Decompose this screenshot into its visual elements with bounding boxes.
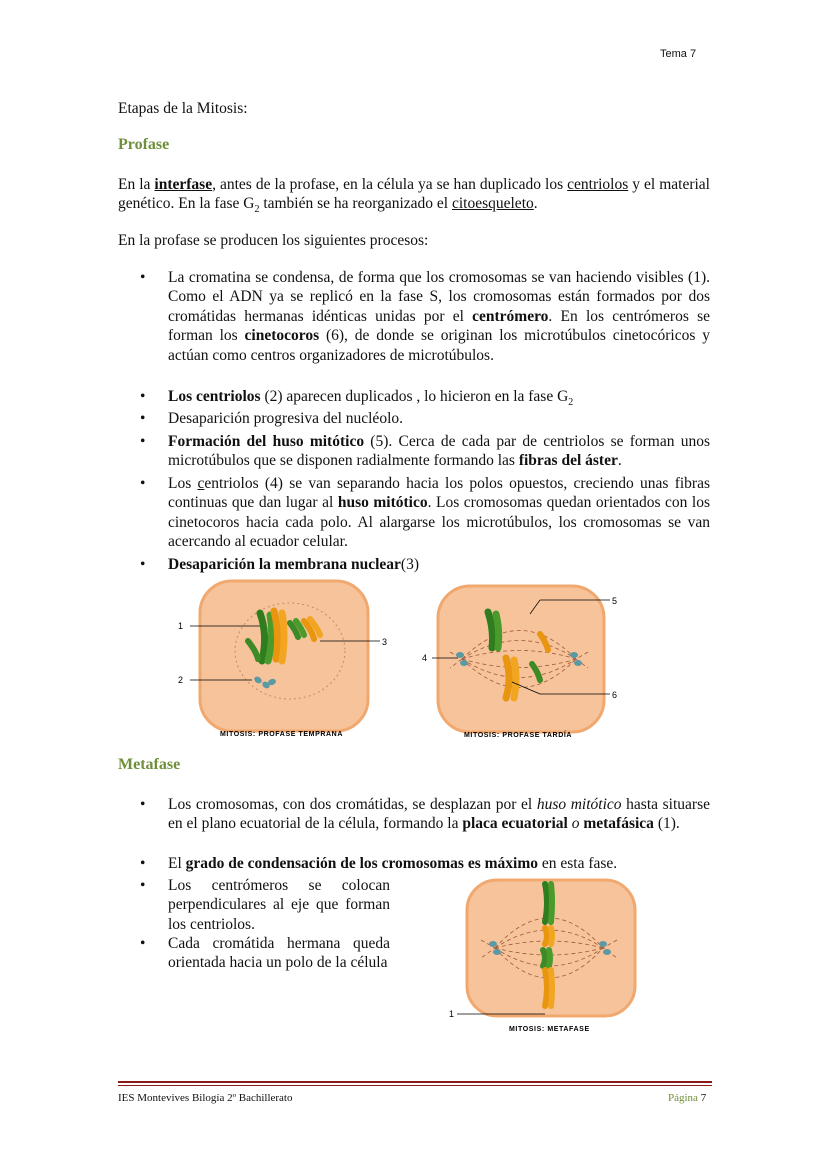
bullet-cromatina: La cromatina se condensa, de forma que los cromosomas se van haciendo visibles (1). Como el ADN ya se replicó en la fase S, los cromosomas están formados por dos cromátidas hermanas idénticas unidas por el centrómero. En los centrómeros se forman los cinetocoros (6), de donde se originan los microtúbulos cinetocóricos y actúan como centros organizadores de microtúbulos.	[168, 269, 710, 364]
metaphase-plate	[543, 884, 552, 1006]
footer-school: IES Montevives Bilogía 2º Bachillerato	[118, 1092, 293, 1104]
bullet-huso: Formación del huso mitótico (5). Cerca de cada par de centriolos se forman unos microtúbulos que se disponen radialmente formando las fibras del áster.	[168, 433, 710, 470]
caption-profase-temprana: MITOSIS: PROFASE TEMPRANA	[220, 731, 343, 738]
bullet-centromeros: Los centrómeros se colocan perpendiculares al eje que forman los centriolos.	[168, 877, 390, 933]
paragraph-procesos: En la profase se producen los siguientes procesos:	[118, 232, 429, 249]
footer-page-number: 7	[700, 1092, 707, 1104]
label-4: 4	[422, 653, 428, 663]
bullet-nucleolo: Desaparición progresiva del nucléolo.	[168, 410, 403, 427]
footer-page	[668, 1092, 706, 1104]
label-5: 5	[612, 596, 618, 606]
footer-page-label: Página	[668, 1092, 698, 1104]
label-1: 1	[178, 621, 184, 631]
bullet-cromatida: Cada cromátida hermana queda orientada hacia un polo de la célula	[168, 935, 390, 972]
label-2: 2	[178, 675, 184, 685]
bullet-membrana: Desaparición la membrana nuclear(3)	[168, 556, 419, 573]
figure-metafase	[445, 878, 645, 1038]
heading-profase: Profase	[118, 136, 170, 153]
header-tema: Tema 7	[660, 48, 697, 60]
paragraph-interfase: En la interfase, antes de la profase, en la célula ya se han duplicado los centriolos y el material genético. En la fase $G_2$ también se ha reorganizado el citoesqueleto.	[118, 176, 710, 216]
caption-metafase: MITOSIS: METAFASE	[509, 1026, 590, 1033]
figure-profase-temprana	[170, 575, 400, 745]
chromosome-orange	[274, 611, 284, 661]
figure-profase-tardia	[420, 582, 630, 745]
label-3: 3	[382, 637, 388, 647]
caption-profase-tardia: MITOSIS: PROFASE TARDÍA	[464, 732, 573, 739]
footer-rule-top	[118, 1081, 712, 1083]
bullet-condensacion: El grado de condensación de los cromosomas es máximo en esta fase.	[168, 855, 618, 872]
label-6: 6	[612, 690, 618, 700]
section-title: Etapas de la Mitosis:	[118, 100, 248, 117]
footer-rule-bottom	[118, 1085, 712, 1086]
heading-metafase: Metafase	[118, 756, 181, 773]
bullet-centriolos-separan: Los centriolos (4) se van separando hacia los polos opuestos, creciendo unas fibras continuas que dan lugar al huso mitótico. Los cromosomas quedan orientados con los cinetocoros hacia cada polo. Al alargarse los microtúbulos, los cromosomas se van acercando al ecuador celular.	[168, 475, 711, 551]
bullet-centriolos: Los centriolos (2) aparecen duplicados , lo hicieron en la fase $G_2$	[168, 388, 574, 409]
label-1: 1	[449, 1009, 455, 1019]
bullet-placa: Los cromosomas, con dos cromátidas, se desplazan por el huso mitótico hasta situarse en el plano ecuatorial de la célula, formando la placa ecuatorial o metafásica (1).	[168, 796, 710, 833]
